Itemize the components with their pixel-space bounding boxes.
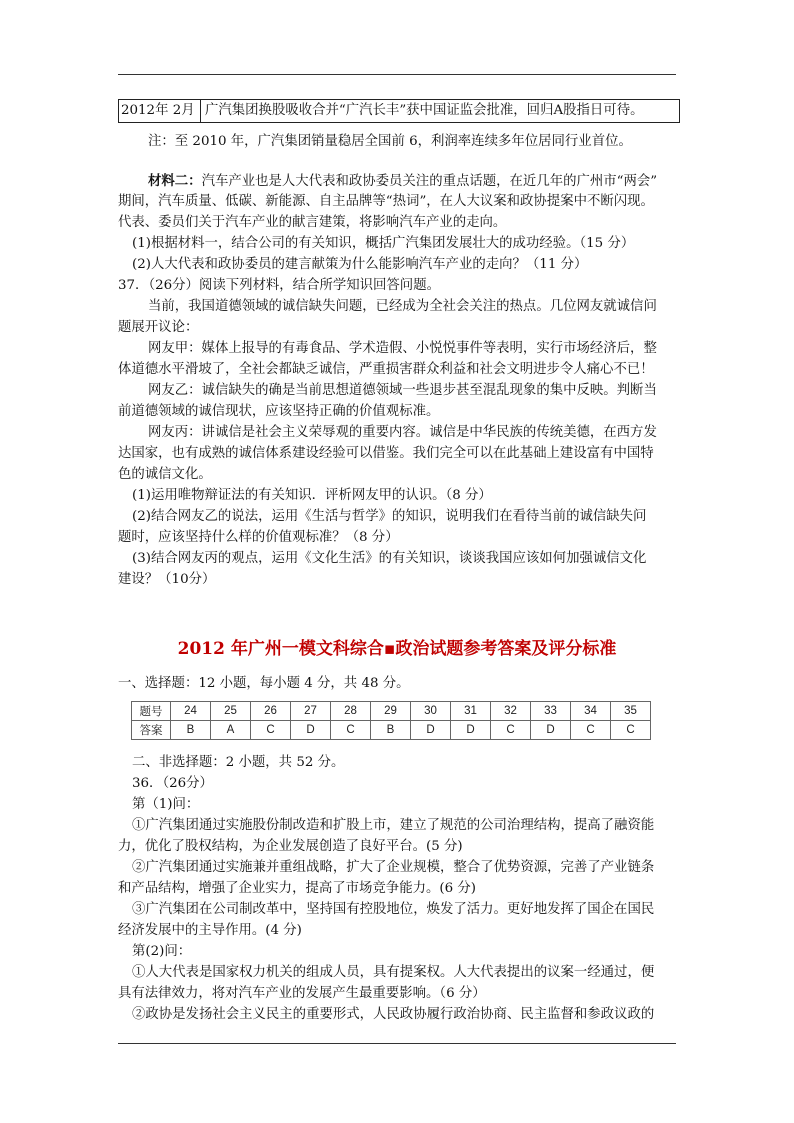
number-cell: 28 [331,702,371,721]
number-cell: 26 [251,702,291,721]
q37-bing1: 网友丙：讲诚信是社会主义荣辱观的重要内容。诚信是中华民族的传统美德，在西方发 [148,425,657,440]
answer-cell: C [331,721,371,740]
a36-q1a: ①人大代表是国家权力机关的组成人员，具有提案权。人大代表提出的议案一经通过，便 [132,965,655,980]
q36-sub1: (1)根据材料一，结合公司的有关知识，概括广汽集团发展壮大的成功经验。（15 分） [132,236,635,251]
number-cell: 35 [611,702,651,721]
answer-title: 2012 年广州一模文科综合▪政治试题参考答案及评分标准 [177,639,617,659]
q37-sub1: (1)运用唯物辩证法的有关知识．评析网友甲的认识。（8 分） [132,488,492,503]
q37-yi2: 前道德领域的诚信现状，应该坚持正确的价值观标准。 [118,404,440,419]
material2-text: 汽车产业也是人大代表和政协委员关注的重点话题，在近几年的广州市“两会” [201,174,658,189]
answer-cell: A [211,721,251,740]
q37-jia2: 体道德水平滑坡了，全社会都缺乏诚信，严重损害群众利益和社会文明进步令人痛心不已！ [118,362,654,377]
q36-sub2: (2)人大代表和政协委员的建言献策为什么能影响汽车产业的走向？（11 分） [132,257,588,272]
q37-sub2a: (2)结合网友乙的说法，运用《生活与哲学》的知识，说明我们在看待当前的诚信缺失问 [132,509,647,524]
material2-line1 [148,172,657,191]
note-text: 注：至 2010 年，广汽集团销量稳居全国前 6，利润率连续多年位居同行业首位。 [148,134,632,149]
timeline-event: 广汽集团换股吸收合并“广汽长丰”获中国证监会批准，回归A股指日可待。 [205,103,644,118]
timeline-table-row [118,99,680,123]
answer-cell: D [411,721,451,740]
number-cell: 25 [211,702,251,721]
number-cell: 32 [491,702,531,721]
a36-part1: 第（1)问： [132,797,200,812]
section1-heading: 一、选择题：12 小题，每小题 4 分，共 48 分。 [118,676,410,691]
header-rule [118,74,676,75]
q37-bing3: 色的诚信文化。 [118,467,212,482]
a36-p1a: ①广汽集团通过实施股份制改造和扩股上市，建立了规范的公司治理结构，提高了融资能 [132,818,655,833]
answer-label-cell: 答案 [132,721,171,740]
answer-cell: D [291,721,331,740]
answer-table [131,701,651,740]
material2-line3: 代表、委员们关于汽车产业的献言建策，将影响汽车产业的走向。 [118,215,507,230]
material2-line2: 期间，汽车质量、低碳、新能源、自主品牌等“热词”，在人大议案和政协提案中不断闪现。 [118,194,654,209]
a36-p2a: ②广汽集团通过实施兼并重组战略，扩大了企业规模，整合了优势资源，完善了产业链条 [132,860,655,875]
q37-head: 37．（26分）阅读下列材料，结合所学知识回答问题。 [118,278,440,293]
header-label-cell: 题号 [132,702,171,721]
answer-table-header-row [132,702,651,721]
answer-cell: D [531,721,571,740]
q37-intro2: 题展开议论： [118,320,199,335]
q37-sub3b: 建设？（10分） [118,572,216,587]
number-cell: 33 [531,702,571,721]
answer-cell: C [611,721,651,740]
number-cell: 34 [571,702,611,721]
q37-jia1: 网友甲：媒体上报导的有毒食品、学术造假、小悦悦事件等表明，实行市场经济后，整 [148,341,657,356]
material2-label: 材料二： [148,173,202,189]
a36-q1b: 具有法律效力，将对汽车产业的发展产生最重要影响。（6 分） [118,986,486,1001]
a36-head: 36．（26分） [132,776,213,791]
section2-heading: 二、非选择题：2 小题，共 52 分。 [132,755,345,770]
number-cell: 29 [371,702,411,721]
q37-sub2b: 题时，应该坚持什么样的价值观标准？（8 分） [118,530,399,545]
number-cell: 31 [451,702,491,721]
q37-yi1: 网友乙：诚信缺失的确是当前思想道德领域一些退步甚至混乱现象的集中反映。判断当 [148,383,657,398]
q37-bing2: 达国家，也有成熟的诚信体系建设经验可以借鉴。我们完全可以在此基础上建设富有中国特 [118,446,654,461]
a36-p1b: 力，优化了股权结构，为企业发展创造了良好平台。(5 分) [118,839,463,854]
q37-sub3a: (3)结合网友丙的观点，运用《文化生活》的有关知识，谈谈我国应该如何加强诚信文化 [132,551,647,566]
a36-part2: 第(2)问： [132,944,192,959]
q37-intro1: 当前，我国道德领域的诚信缺失问题，已经成为全社会关注的热点。几位网友就诚信问 [148,299,657,314]
a36-p2b: 和产品结构，增强了企业实力，提高了市场竞争能力。(6 分) [118,881,476,896]
answer-cell: C [491,721,531,740]
answer-cell: B [171,721,211,740]
number-cell: 30 [411,702,451,721]
answer-cell: C [251,721,291,740]
number-cell: 24 [171,702,211,721]
timeline-date: 2012年 2月 [119,100,201,122]
answer-cell: B [371,721,411,740]
a36-p3b: 经济发展中的主导作用。(4 分) [118,923,302,938]
number-cell: 27 [291,702,331,721]
answer-table-answer-row [132,721,651,740]
footer-rule [118,1043,676,1044]
a36-q2a: ②政协是发扬社会主义民主的重要形式，人民政协履行政治协商、民主监督和参政议政的 [132,1007,655,1022]
answer-cell: D [451,721,491,740]
a36-p3a: ③广汽集团在公司制改革中，坚持国有控股地位，焕发了活力。更好地发挥了国企在国民 [132,902,655,917]
answer-cell: C [571,721,611,740]
